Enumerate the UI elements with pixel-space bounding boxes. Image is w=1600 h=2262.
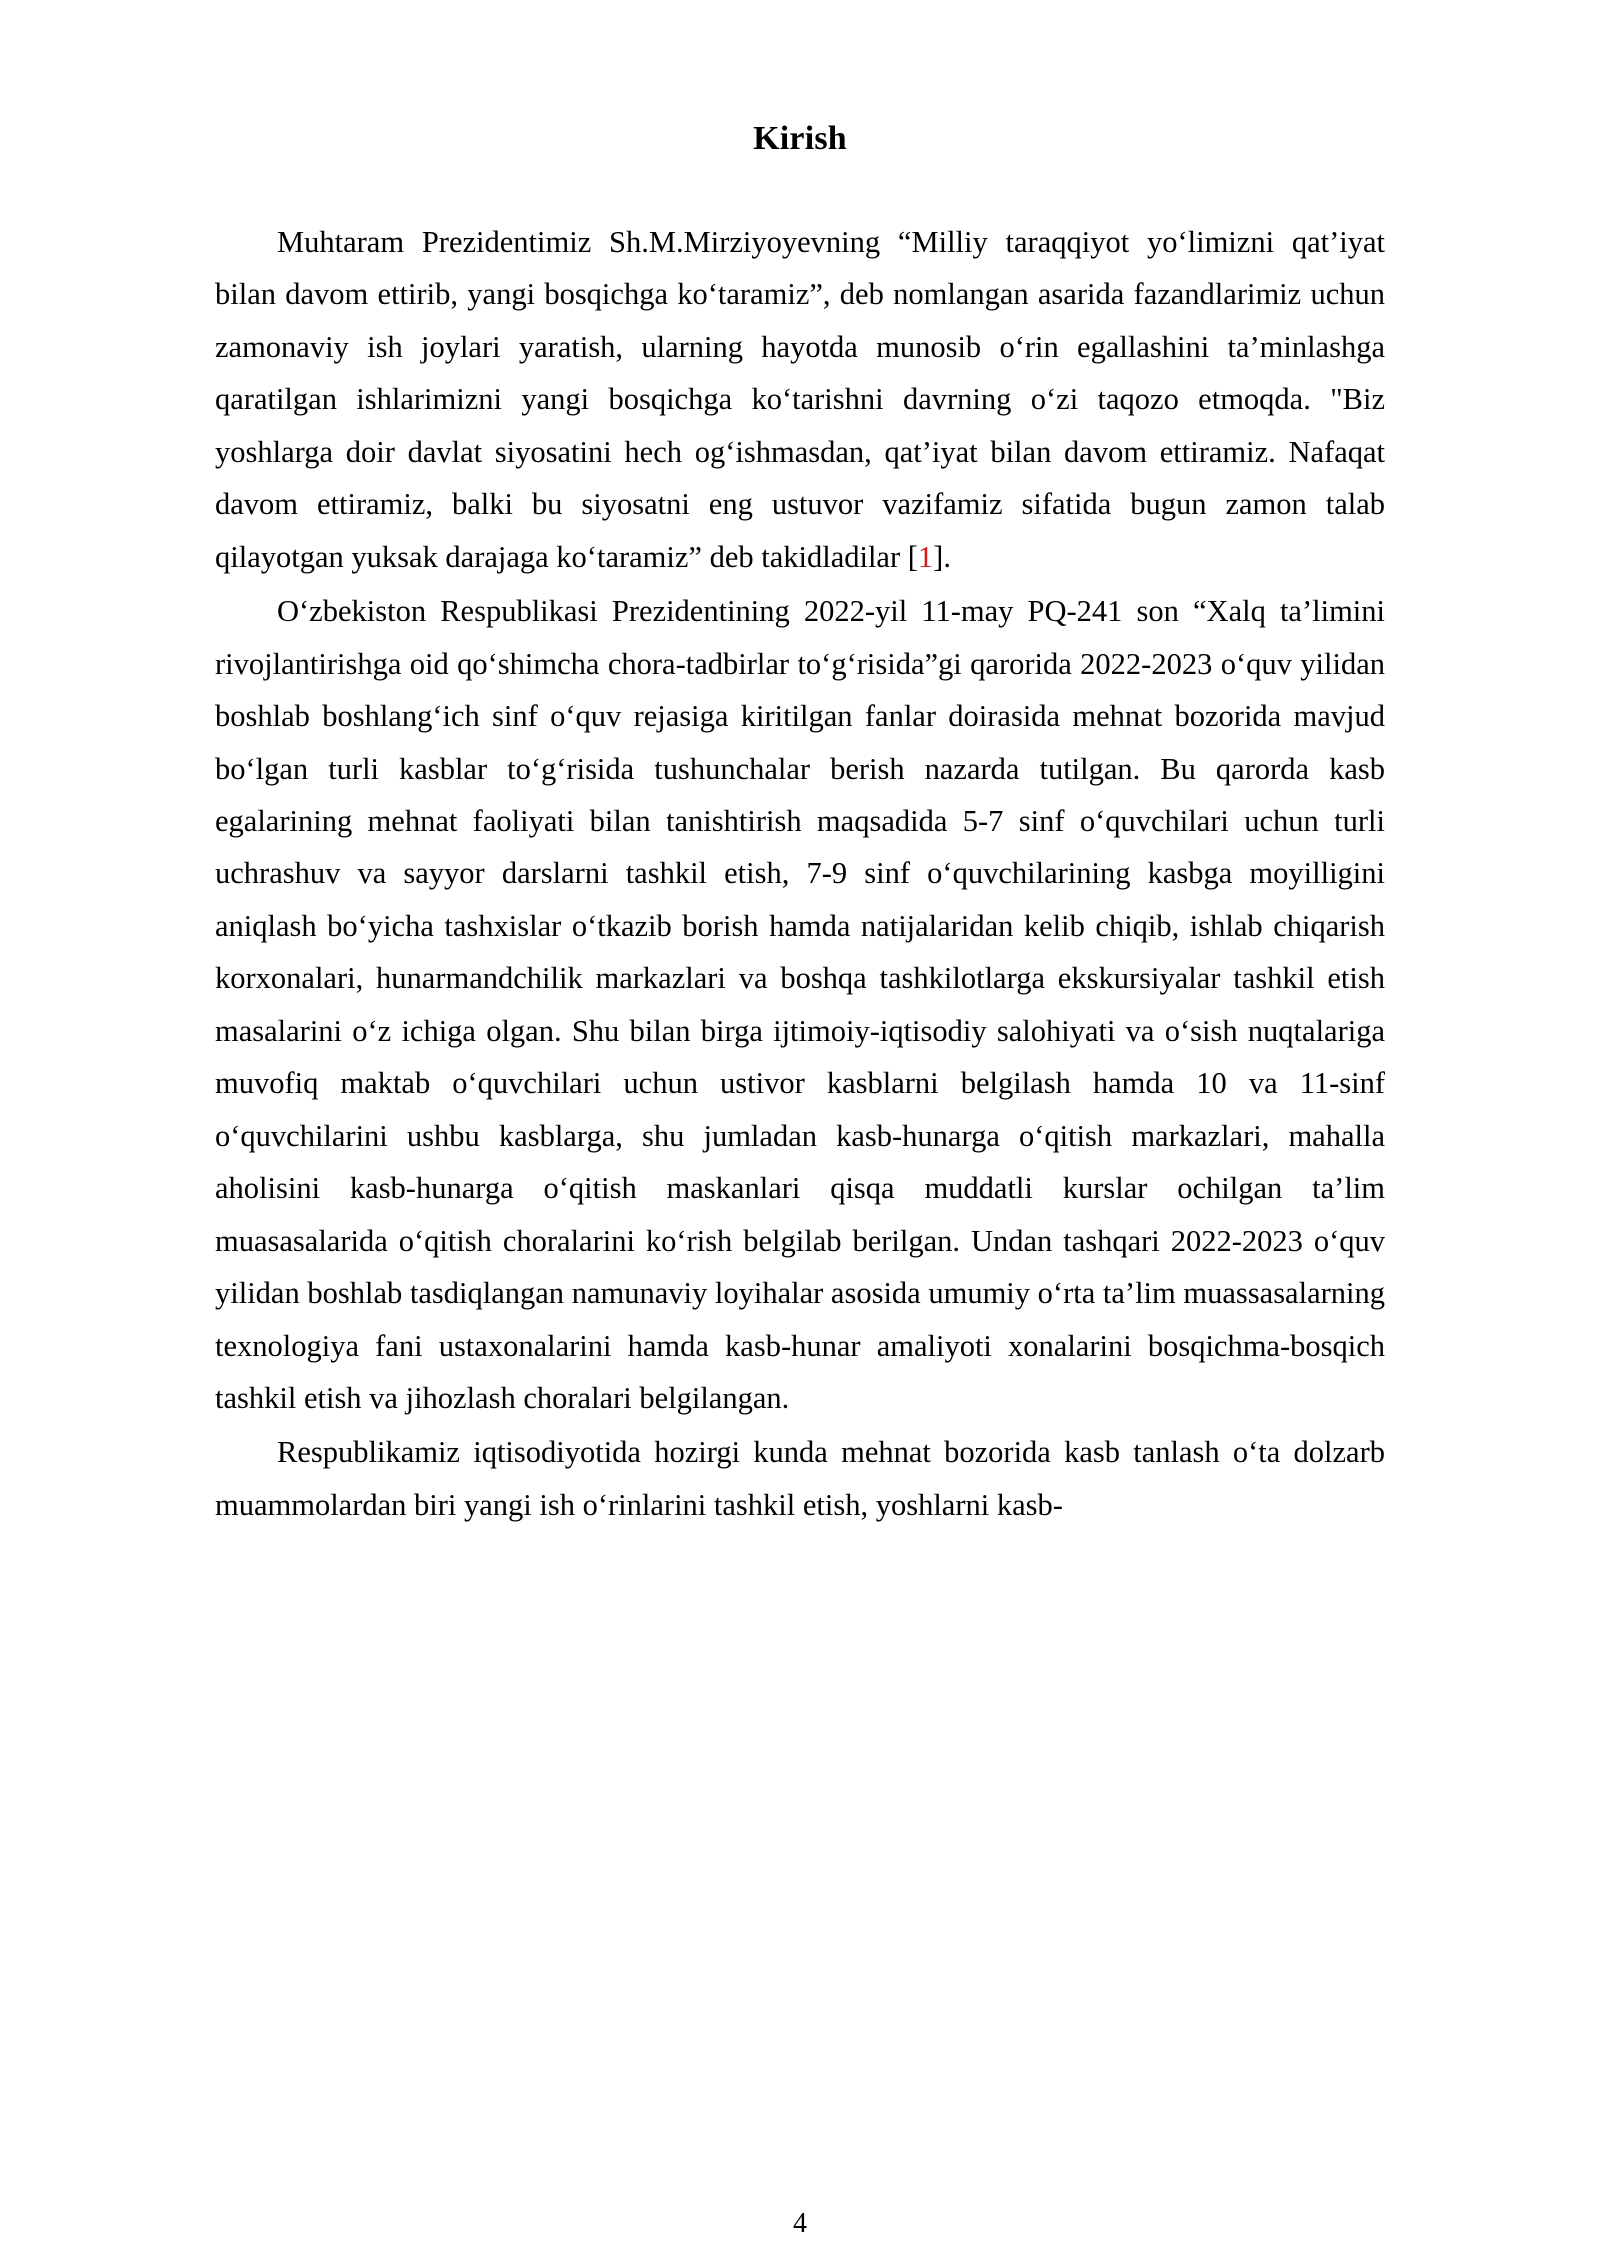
paragraph-intro [215, 216, 1385, 583]
paragraph-intro-tail: ]. [933, 539, 951, 574]
citation-reference: 1 [917, 539, 934, 574]
page-number: 4 [793, 2208, 807, 2239]
paragraph-intro-text: Muhtaram Prezidentimiz Sh.M.Mirziyoyevning “Milliy taraqqiyot yo‘limizni qat’iyat bilan davom ettirib, yangi bosqichga ko‘taramiz”, deb nomlangan asarida fazandlarimiz uchun zamonaviy ish joylari yaratish, ularning hayotda munosib o‘rin egallashini ta’minlashga qaratilgan ishlarimizni yangi bosqichga ko‘tarishni davrning o‘zi taqozo etmoqda. "Biz yoshlarga doir davlat siyosatini hech og‘ishmasdan, qat’iyat bilan davom ettiramiz. Nafaqat davom ettiramiz, balki bu siyosatni eng ustuvor vazifamiz sifatida bugun zamon talab qilayotgan yuksak darajaga ko‘taramiz” deb takidladilar [ [215, 225, 1385, 574]
page-title: Kirish [753, 120, 847, 157]
paragraph-decree: O‘zbekiston Respublikasi Prezidentining 2022-yil 11-may PQ-241 son “Xalq ta’limini rivojlantirishga oid qo‘shimcha chora-tadbirlar to‘g‘risida”gi qarorida 2022-2023 o‘quv yilidan boshlab boshlang‘ich sinf o‘quv rejasiga kiritilgan fanlar doirasida mehnat bozorida mavjud bo‘lgan turli kasblar to‘g‘risida tushunchalar berish nazarda tutilgan. Bu qarorda kasb egalarining mehnat faoliyati bilan tanishtirish maqsadida 5-7 sinf o‘quvchilari uchun turli uchrashuv va sayyor darslarni tashkil etish, 7-9 sinf o‘quvchilarining kasbga moyilligini aniqlash bo‘yicha tashxislar o‘tkazib borish hamda natijalaridan kelib chiqib, ishlab chiqarish korxonalari, hunarmandchilik markazlari va boshqa tashkilotlarga ekskursiyalar tashkil etish masalarini o‘z ichiga olgan. Shu bilan birga ijtimoiy-iqtisodiy salohiyati va o‘sish nuqtalariga muvofiq maktab o‘quvchilari uchun ustivor kasblarni belgilash hamda 10 va 11-sinf o‘quvchilarini ushbu kasblarga, shu jumladan kasb-hunarga o‘qitish markazlari, mahalla aholisini kasb-hunarga o‘qitish maskanlari qisqa muddatli kurslar ochilgan ta’lim muasasalarida o‘qitish choralarini ko‘rish belgilab berilgan. Undan tashqari 2022-2023 o‘quv yilidan boshlab tasdiqlangan namunaviy loyihalar asosida umumiy o‘rta ta’lim muassasalarning texnologiya fani ustaxonalarini hamda kasb-hunar amaliyoti xonalarini bosqichma-bosqich tashkil etish va jihozlash choralari belgilangan. [215, 594, 1385, 1415]
paragraph-closing: Respublikamiz iqtisodiyotida hozirgi kunda mehnat bozorida kasb tanlash o‘ta dolzarb muammolardan biri yangi ish o‘rinlarini tashkil etish, yoshlarni kasb- [215, 1435, 1385, 1522]
